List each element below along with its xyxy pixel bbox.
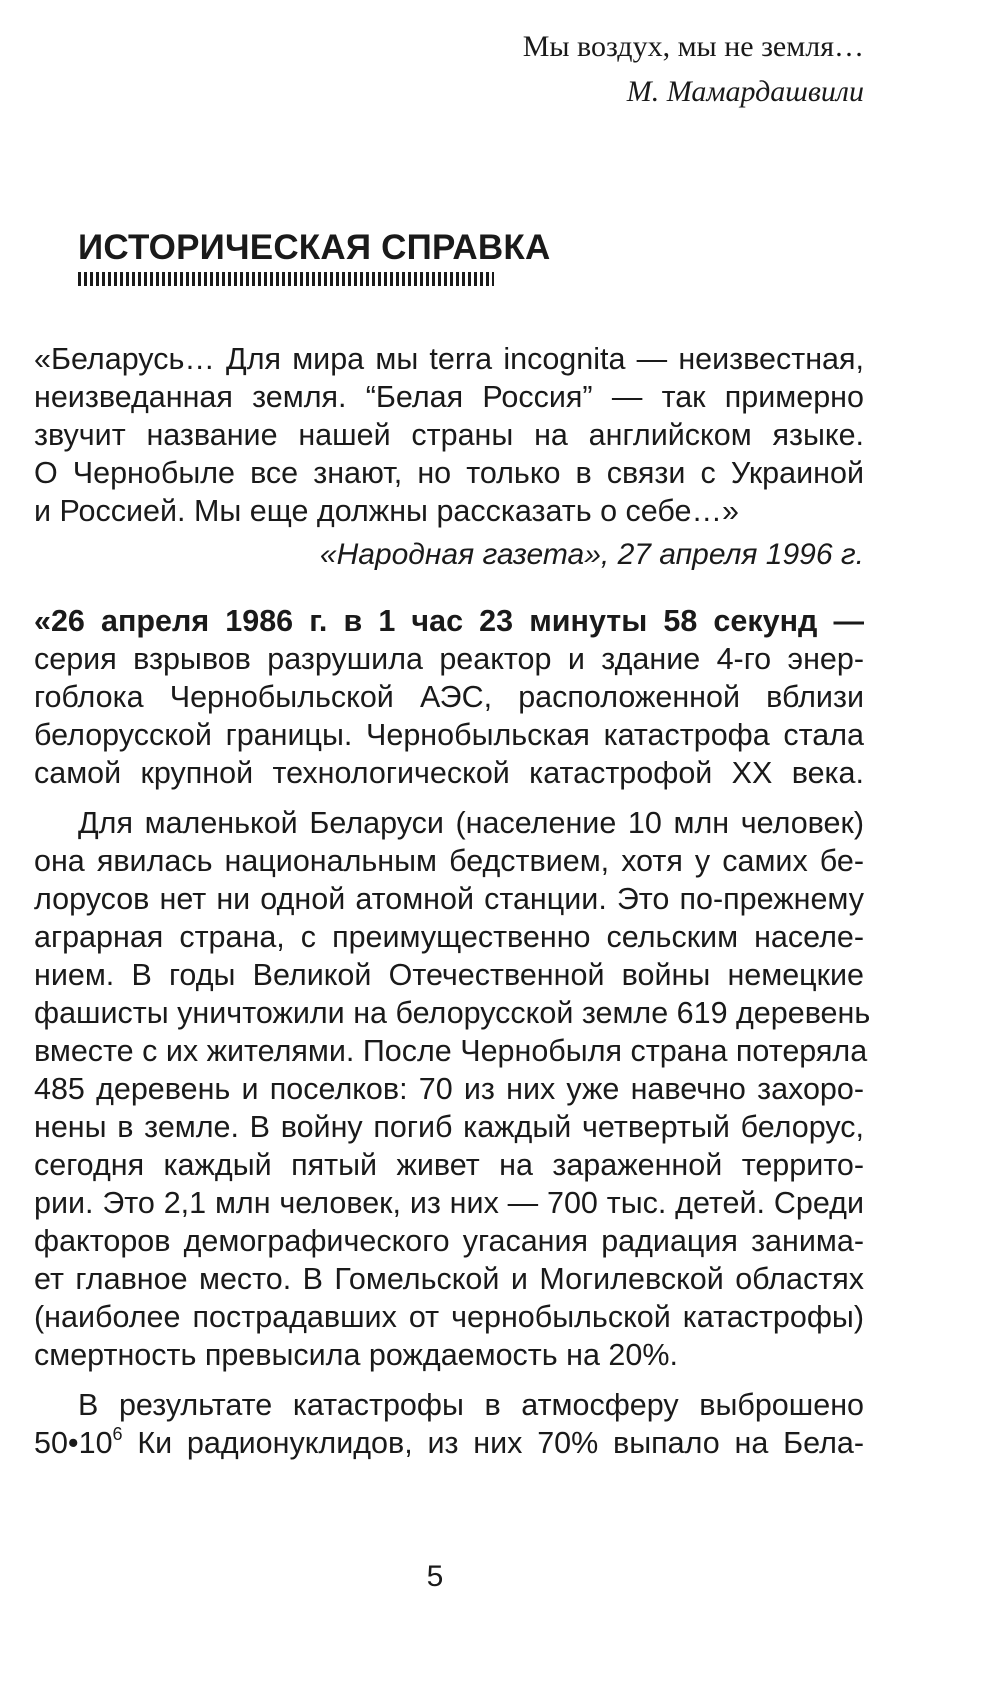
body-line-formula (34, 1424, 864, 1462)
body-line: В результате катастрофы в атмосферу выброшено (78, 1388, 864, 1422)
formula-exponent: 6 (112, 1423, 123, 1444)
quote-source: «Народная газета», 27 апреля 1996 г. (319, 538, 864, 571)
body-line: ет главное место. В Гомельской и Могилевской областях (34, 1262, 864, 1296)
formula-rest: Ки радионуклидов, из них 70% выпало на Бела- (122, 1426, 864, 1460)
quote-line: и Россией. Мы еще должны рассказать о себе…» (34, 494, 739, 528)
body-line: серия взрывов разрушила реактор и здание 4-го энер- (34, 642, 864, 676)
quote-line: «Беларусь… Для мира мы terra incognita — неизвестная, (34, 342, 864, 376)
epigraph-quote: Мы воздух, мы не земля… (522, 30, 864, 63)
heading-underline-decoration (78, 272, 494, 286)
epigraph-author: М. Мамардашвили (626, 75, 864, 108)
quote-line: О Чернобыле все знают, но только в связи с Украиной (34, 456, 864, 490)
body-line: аграрная страна, с преимущественно сельским населе- (34, 920, 864, 954)
body-line: лорусов нет ни одной атомной станции. Это по-прежнему (34, 882, 864, 916)
body-line: сегодня каждый пятый живет на зараженной террито- (34, 1148, 864, 1182)
body-line: факторов демографического угасания радиация занима- (34, 1224, 864, 1258)
body-line: самой крупной технологической катастрофой XX века. (34, 756, 864, 790)
quote-line: неизведанная земля. “Белая Россия” — так примерно (34, 380, 864, 414)
page-number: 5 (426, 1560, 444, 1593)
body-line: она явилась национальным бедствием, хотя у самих бе- (34, 844, 864, 878)
body-line: нены в земле. В войну погиб каждый четвертый белорус, (34, 1110, 864, 1144)
body-line-bold (34, 602, 864, 640)
body-line: 485 деревень и поселков: 70 из них уже навечно захоро- (34, 1072, 864, 1106)
section-heading: ИСТОРИЧЕСКАЯ СПРАВКА (78, 228, 551, 267)
bold-lead: «26 апреля 1986 г. в 1 час 23 минуты 58 секунд — (34, 604, 864, 638)
body-line: Для маленькой Беларуси (население 10 млн человек) (78, 806, 864, 840)
body-line: вместе с их жителями. После Чернобыля страна потеряла (34, 1034, 868, 1068)
body-line: рии. Это 2,1 млн человек, из них — 700 тыс. детей. Среди (34, 1186, 864, 1220)
body-line: фашисты уничтожили на белорусской земле 619 деревень (34, 996, 871, 1030)
body-line: нием. В годы Великой Отечественной войны немецкие (34, 958, 864, 992)
formula-base: 50•10 (34, 1426, 113, 1460)
epigraph (523, 24, 864, 114)
body-line: смертность превысила рождаемость на 20%. (34, 1338, 678, 1372)
body-line: белорусской границы. Чернобыльская катастрофа стала (34, 718, 864, 752)
quote-line: звучит название нашей страны на английском языке. (34, 418, 864, 452)
body-line: гоблока Чернобыльской АЭС, расположенной вблизи (34, 680, 864, 714)
body-line: (наиболее пострадавших от чернобыльской катастрофы) (34, 1300, 864, 1334)
